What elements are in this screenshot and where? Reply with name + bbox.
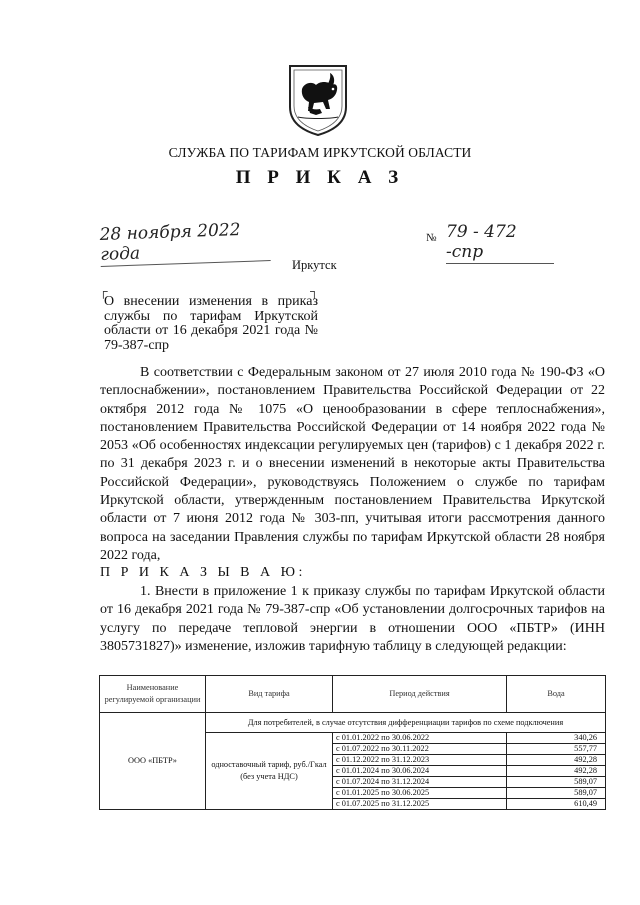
- organization-cell: ООО «ПБТР»: [100, 713, 206, 810]
- corner-bracket-right: ┐: [310, 284, 319, 298]
- agency-name: СЛУЖБА ПО ТАРИФАМ ИРКУТСКОЙ ОБЛАСТИ: [168, 145, 472, 160]
- value-cell: 589,07: [507, 777, 606, 788]
- header-org: Наименование регулируемой организации: [100, 676, 206, 713]
- item-1-paragraph: 1. Внести в приложение 1 к приказу службы по тарифам Иркутской области от 16 декабря 2021 года № 79-387-спр «Об установлении долгосрочных тарифов на услугу по передаче тепловой энергии в отношении ООО «ПБТР» (ИНН 3805731827)» изменение, изложив тарифную таблицу в следующей редакции:: [100, 584, 605, 654]
- header-water: Вода: [507, 676, 606, 713]
- header-tariff-type: Вид тарифа: [206, 676, 333, 713]
- header-period: Период действия: [333, 676, 507, 713]
- period-cell: с 01.07.2025 по 31.12.2025: [333, 799, 507, 810]
- tariff-table: [99, 675, 606, 810]
- period-cell: с 01.07.2022 по 30.11.2022: [333, 744, 507, 755]
- period-cell: с 01.01.2025 по 30.06.2025: [333, 788, 507, 799]
- value-cell: 557,77: [507, 744, 606, 755]
- value-cell: 610,49: [507, 799, 606, 810]
- corner-bracket-left: ┌: [99, 284, 108, 298]
- tariff-type-cell: одноставочный тариф, руб./Гкал (без учета НДС): [206, 733, 333, 810]
- period-cell: с 01.01.2024 по 30.06.2024: [333, 766, 507, 777]
- value-cell: 340,26: [507, 733, 606, 744]
- value-cell: 492,28: [507, 755, 606, 766]
- city-name: Иркутск: [292, 258, 337, 272]
- period-cell: с 01.07.2024 по 31.12.2024: [333, 777, 507, 788]
- table-header-row: [100, 676, 606, 713]
- group-label-cell: Для потребителей, в случае отсутствия дифференциации тарифов по схеме подключения: [206, 713, 606, 733]
- handwritten-order-number: 79 - 472 -спр: [446, 222, 554, 264]
- order-title: П Р И К А З: [235, 167, 405, 188]
- number-prefix: №: [426, 232, 437, 244]
- order-subject: О внесении изменения в приказ службы по тарифам Иркутской области от 16 декабря 2021 года № 79-387-спр: [104, 294, 318, 353]
- preamble-paragraph: В соответствии с Федеральным законом от 27 июля 2010 года № 190-ФЗ «О теплоснабжении», постановлением Правительства Российской Федерации от 22 октября 2012 года № 1075 «О ценообразовании в сфере теплоснабжения», постановлением Правительства Российской Федерации от 14 ноября 2022 года № 2053 «Об особенностях индексации регулируемых цен (тарифов) с 1 декабря 2022 г. по 31 декабря 2023 г. и о внесении изменений в некоторые акты Правительства Российской Федерации», руководствуясь Положением о службе по тарифам Иркутской области, утвержденным постановлением Правительства Иркутской области от 7 июня 2012 года № 303-пп, учитывая итоги рассмотрения данного вопроса на заседании Правления службы по тарифам Иркутской области 28 ноября 2022 года,: [100, 365, 605, 563]
- handwritten-date: 28 ноября 2022 года: [99, 219, 270, 267]
- coat-of-arms-emblem: [286, 63, 350, 137]
- period-cell: с 01.01.2022 по 30.06.2022: [333, 733, 507, 744]
- value-cell: 492,28: [507, 766, 606, 777]
- resolve-heading: П Р И К А З Ы В А Ю:: [100, 565, 306, 580]
- period-cell: с 01.12.2022 по 31.12.2023: [333, 755, 507, 766]
- value-cell: 589,07: [507, 788, 606, 799]
- table-group-row: [100, 713, 606, 733]
